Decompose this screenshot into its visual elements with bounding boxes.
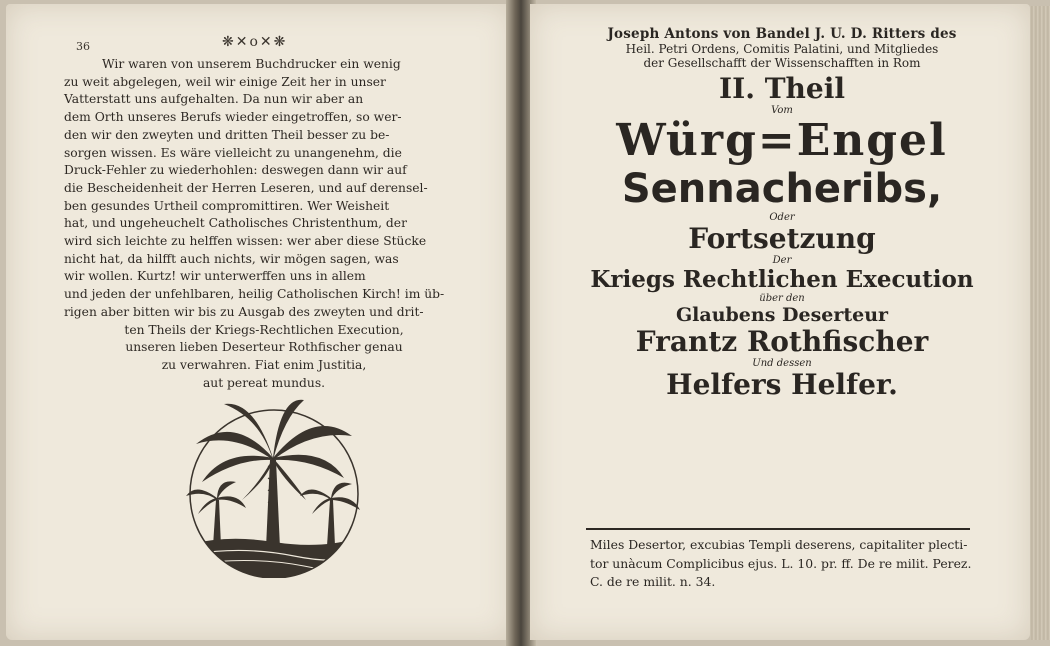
- text-line: wir wollen. Kurtz! wir unterwerffen uns in allem: [64, 269, 366, 284]
- connector-word: Oder: [769, 212, 795, 223]
- subtitle: Glaubens Deserteur: [675, 304, 889, 326]
- text-line: hat, und ungeheuchelt Catholisches Christenthum, der: [64, 216, 407, 231]
- palm-tree-vignette: [184, 396, 364, 578]
- subject-name: Frantz Rothfischer: [635, 325, 929, 358]
- main-title-2: Sennacheribs,: [621, 166, 943, 212]
- text-line: Druck-Fehler zu wiederhohlen: deswegen dann wir auf: [64, 163, 407, 178]
- subtitle: Fortsetzung: [688, 222, 876, 255]
- citation-line: tor unàcum Complicibus ejus. L. 10. pr. ff. De re milit. Perez.: [590, 555, 972, 571]
- text-line: die Bescheidenheit der Herren Leseren, und auf derensel-: [64, 180, 428, 195]
- preface-text: [64, 56, 464, 392]
- connector-word: über den: [759, 293, 805, 304]
- text-line: wird sich leichte zu helffen wissen: wer aber diese Stücke: [64, 234, 427, 249]
- text-line: nicht hat, da hilfft auch nichts, wir mögen sagen, was: [64, 251, 399, 266]
- page-edges: [1030, 6, 1050, 640]
- text-line: den wir den zweyten und dritten Theil besser zu be-: [64, 127, 390, 142]
- text-line: ben gesundes Urtheil compromittiren. Wer Weisheit: [64, 198, 390, 213]
- part-heading: II. Theil: [719, 72, 845, 105]
- text-line: ten Theils der Kriegs-Rechtlichen Execution,: [124, 322, 404, 337]
- author-line: der Gesellschafft der Wissenschafften in Rom: [643, 56, 921, 70]
- connector-word: Der: [772, 255, 792, 266]
- page-number: 36: [76, 40, 90, 53]
- citation-line: C. de re milit. n. 34.: [590, 574, 716, 590]
- subtitle: Kriegs Rechtlichen Execution: [590, 266, 974, 293]
- text-line: aut pereat mundus.: [202, 375, 326, 390]
- text-line: zu weit abgelegen, weil wir einige Zeit her in unser: [64, 74, 386, 89]
- ornament-header: ❋✕o✕❋: [222, 34, 288, 50]
- text-line: Wir waren von unserem Buchdrucker ein wenig: [102, 57, 401, 71]
- title-rule: [586, 528, 970, 530]
- connector-word: Und dessen: [752, 358, 812, 369]
- text-line: rigen aber bitten wir bis zu Ausgab des zweyten und drit-: [64, 304, 424, 319]
- author-line: Heil. Petri Ordens, Comitis Palatini, und Mitgliedes: [625, 42, 939, 56]
- text-line: zu verwahren. Fiat enim Justitia,: [161, 357, 367, 372]
- text-line: Vatterstatt uns aufgehalten. Da nun wir aber an: [64, 92, 364, 107]
- text-line: dem Orth unseres Berufs wieder eingetroffen, so wer-: [64, 110, 402, 125]
- text-line: unseren lieben Deserteur Rothfischer genau: [125, 340, 403, 355]
- latin-citation: [590, 536, 974, 592]
- citation-line: Miles Desertor, excubias Templi deserens, capitaliter plecti-: [590, 537, 968, 552]
- subtitle: Helfers Helfer.: [666, 368, 898, 401]
- author-line: Joseph Antons von Bandel J. U. D. Ritters des: [607, 26, 957, 42]
- text-line: sorgen wissen. Es wäre vielleicht zu unangenehm, die: [64, 145, 402, 160]
- text-line: und jeden der unfehlbaren, heilig Catholischen Kirch! im üb-: [64, 287, 445, 302]
- title-page: [572, 26, 992, 401]
- main-title: Würg=Engel: [616, 115, 948, 166]
- connector-word: Vom: [771, 105, 793, 116]
